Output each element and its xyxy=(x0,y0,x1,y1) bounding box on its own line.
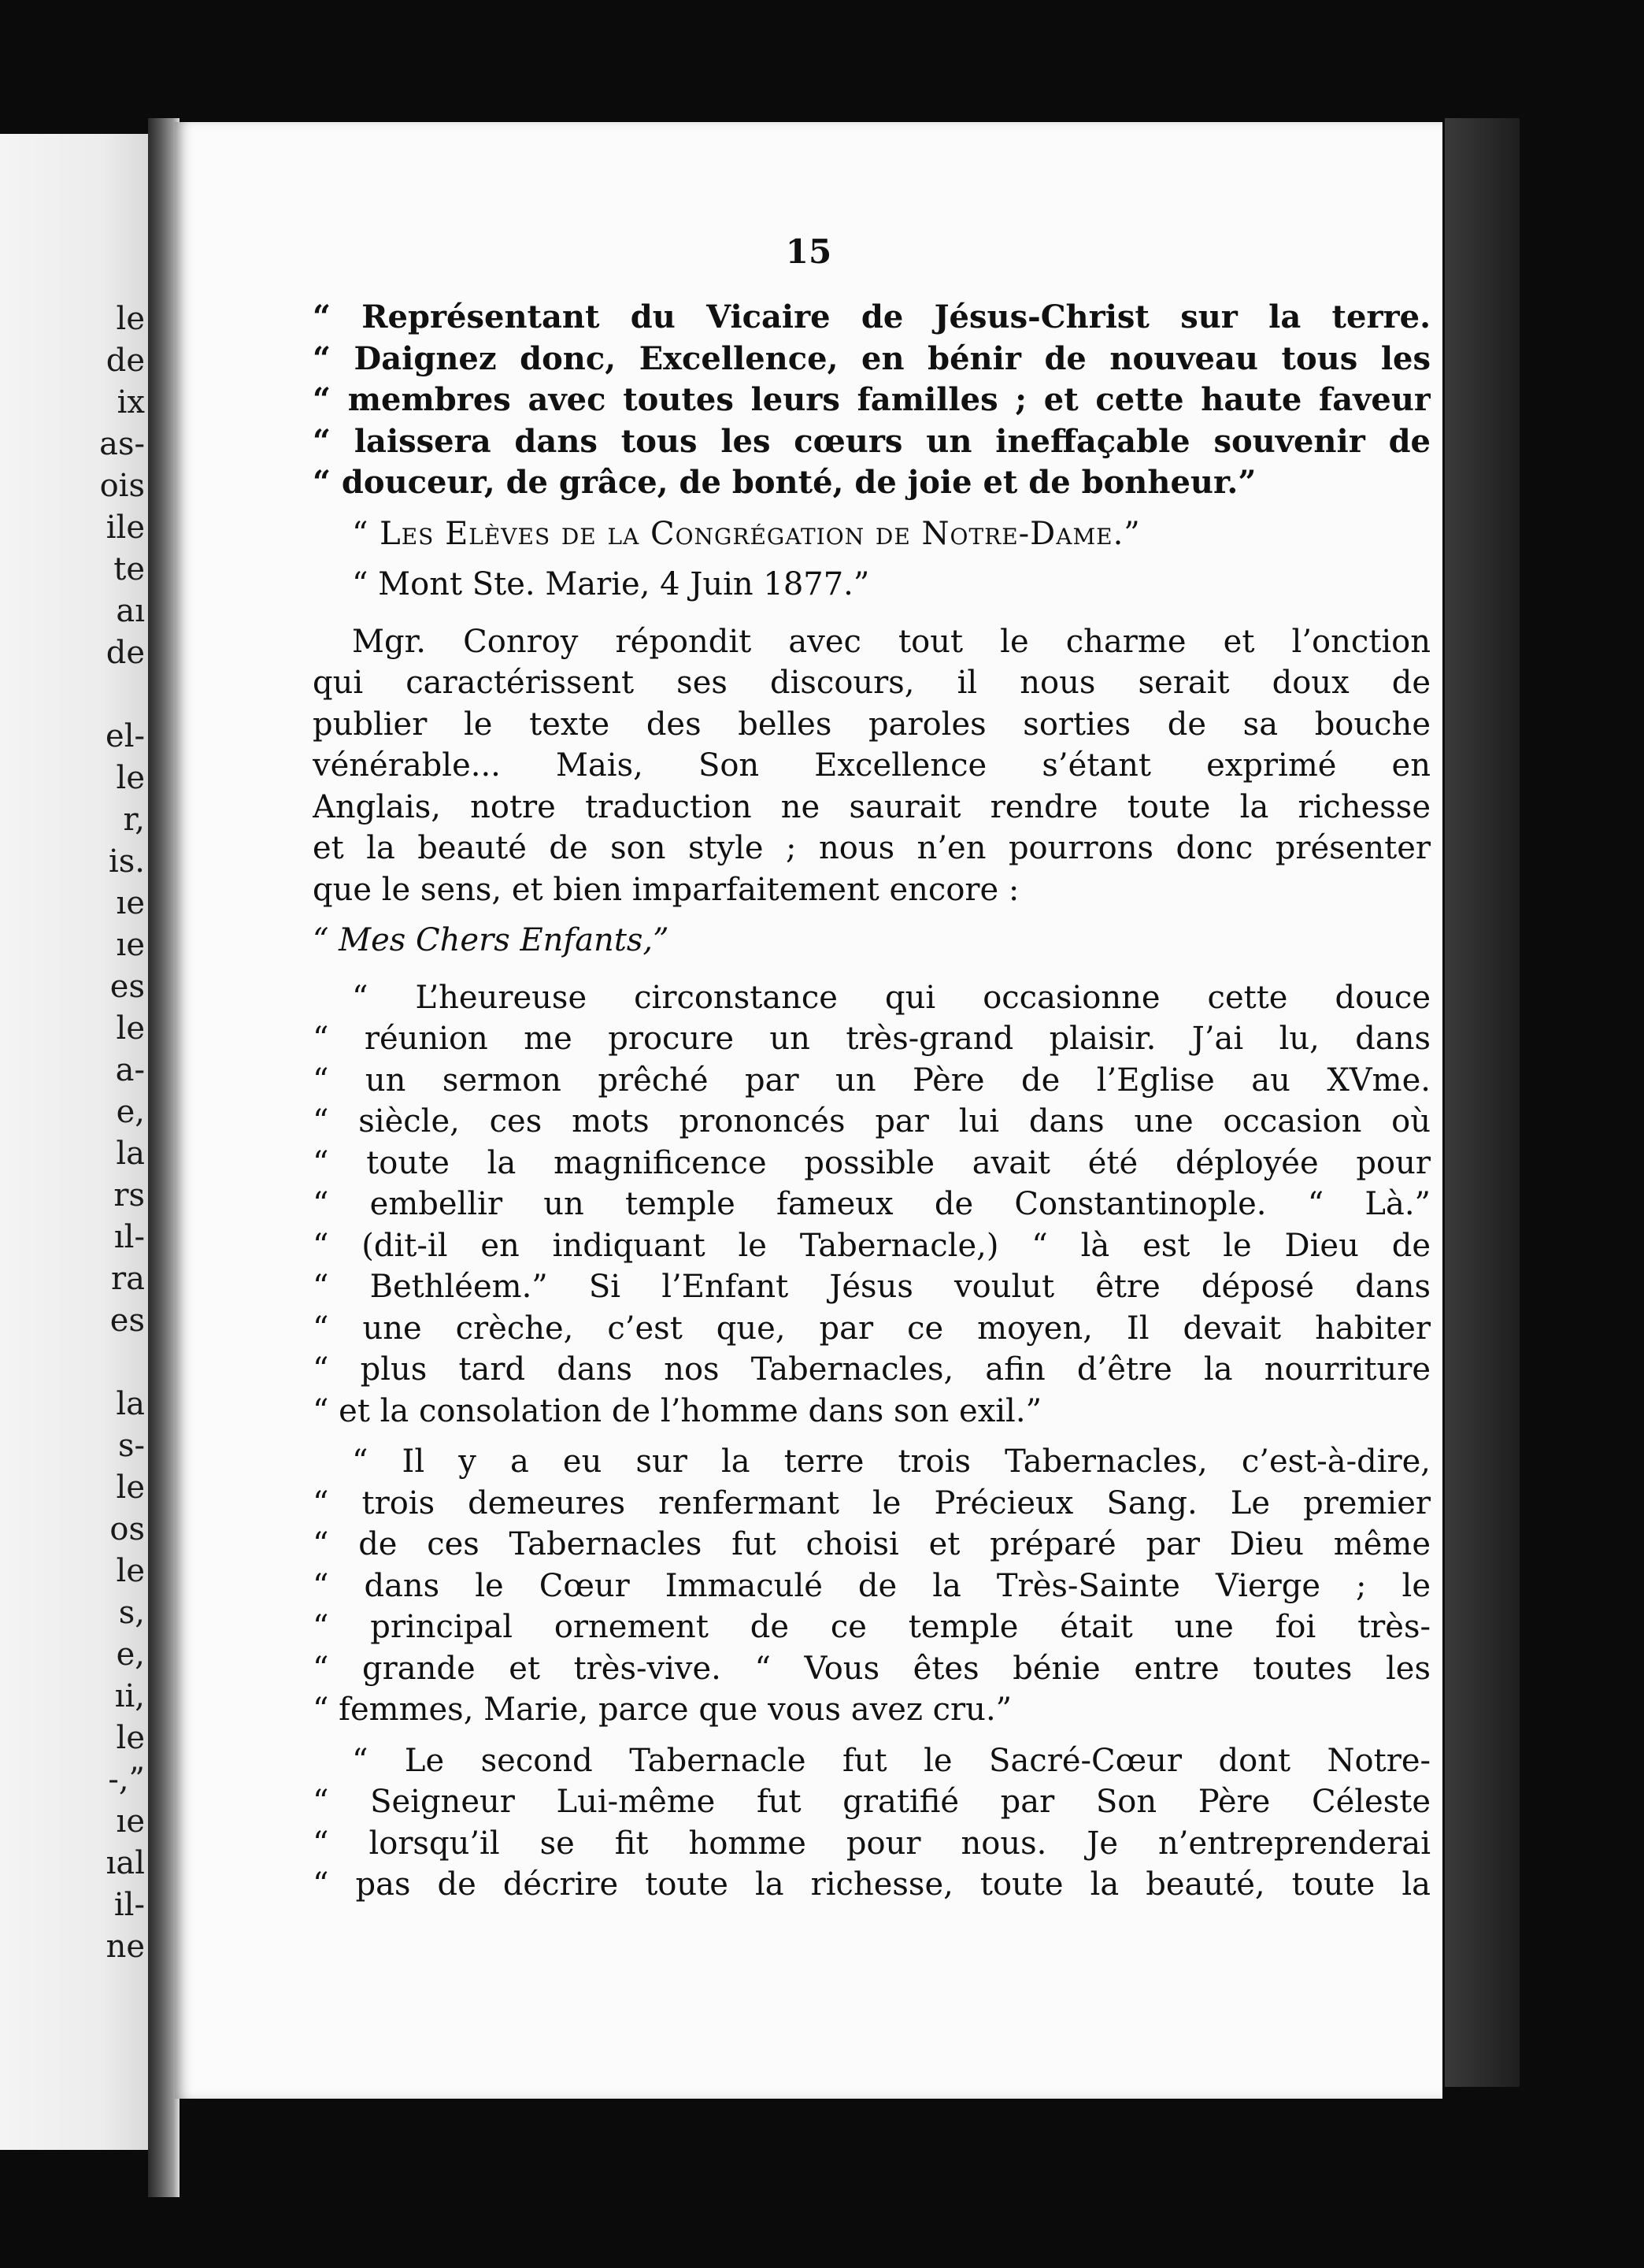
text-line: “ toute la magnificence possible avait été déployée pour xyxy=(313,1144,1431,1181)
previous-page-fragment: le xyxy=(116,760,145,796)
dateline: “ Mont Ste. Marie, 4 Juin 1877.” xyxy=(352,566,870,602)
text-line: “ pas de décrire toute la richesse, toute la beauté, toute la xyxy=(313,1866,1431,1903)
text-line: “ de ces Tabernacles fut choisi et préparé par Dieu même xyxy=(313,1526,1431,1562)
previous-page-fragment: le xyxy=(116,301,145,337)
previous-page-fragment: la xyxy=(116,1386,145,1422)
text-line: “ femmes, Marie, parce que vous avez cru.” xyxy=(313,1692,1013,1728)
text-line: “ dans le Cœur Immaculé de la Très-Sainte Vierge ; le xyxy=(313,1567,1431,1604)
text-line: publier le texte des belles paroles sorties de sa bouche xyxy=(313,706,1431,743)
text-line: “ embellir un temple fameux de Constantinople. “ Là.” xyxy=(313,1186,1431,1222)
text-line: “ Daignez donc, Excellence, en bénir de nouveau tous les xyxy=(313,339,1431,377)
previous-page-fragment: ıe xyxy=(116,927,145,963)
previous-page-fragment: e, xyxy=(116,1636,145,1673)
previous-page-fragment: ıe xyxy=(116,885,145,921)
text-line: et la beauté de son style ; nous n’en pourrons donc présenter xyxy=(313,830,1431,866)
previous-page-fragment: te xyxy=(113,551,145,587)
previous-page-fragment: el- xyxy=(106,718,145,754)
text-line: “ Seigneur Lui-même fut gratifié par Son Père Céleste xyxy=(313,1784,1431,1820)
previous-page-fragment: ois xyxy=(99,468,145,504)
text-line: “ siècle, ces mots prononcés par lui dans une occasion où xyxy=(313,1103,1431,1140)
text-line: “ laissera dans tous les cœurs un ineffaçable souvenir de xyxy=(313,422,1431,460)
text-line: qui caractérissent ses discours, il nous serait doux de xyxy=(313,665,1431,701)
text-line: “ principal ornement de ce temple était une foi très- xyxy=(313,1609,1431,1645)
text-line: “ L’heureuse circonstance qui occasionne cette douce xyxy=(352,979,1431,1016)
text-line: “ et la consolation de l’homme dans son exil.” xyxy=(313,1392,1042,1429)
text-line: “ membres avec toutes leurs familles ; et cette haute faveur xyxy=(313,381,1431,418)
previous-page-fragment: ix xyxy=(117,384,145,421)
previous-page-fragment: -,” xyxy=(108,1762,145,1798)
previous-page-fragment: ra xyxy=(111,1261,145,1297)
text-line: “ grande et très-vive. “ Vous êtes bénie entre toutes les xyxy=(313,1650,1431,1687)
previous-page-fragment: e, xyxy=(116,1094,145,1130)
previous-page-fragment: es xyxy=(109,969,145,1005)
previous-page-fragment: le xyxy=(116,1553,145,1589)
text-line: “ une crèche, c’est que, par ce moyen, Il devait habiter xyxy=(313,1310,1431,1347)
previous-page-fragment: es xyxy=(109,1303,145,1339)
previous-page-fragment: ıl- xyxy=(113,1219,145,1255)
signature-line: “ Les Elèves de la Congrégation de Notre-Dame.” xyxy=(352,515,1141,552)
text-line: “ Il y a eu sur la terre trois Tabernacles, c’est-à-dire, xyxy=(352,1443,1431,1480)
text-line: “ lorsqu’il se fit homme pour nous. Je n’entreprenderai xyxy=(313,1825,1431,1862)
text-line: “ Bethléem.” Si l’Enfant Jésus voulut être déposé dans xyxy=(313,1269,1431,1305)
previous-page-fragment: ıe xyxy=(116,1803,145,1840)
text-line: Anglais, notre traduction ne saurait rendre toute la richesse xyxy=(313,788,1431,825)
previous-page-fragment: ne xyxy=(106,1929,145,1965)
previous-page-fragment: de xyxy=(106,635,145,671)
previous-page-fragment: le xyxy=(116,1469,145,1506)
previous-page-fragment: ıal xyxy=(106,1845,145,1881)
previous-page-fragment: de xyxy=(106,343,145,379)
previous-page-fragment: s, xyxy=(118,1595,145,1631)
text-line: “ un sermon prêché par un Père de l’Eglise au XVme. xyxy=(313,1062,1431,1099)
previous-page-fragment: ıi, xyxy=(114,1678,145,1714)
text-line: “ Le second Tabernacle fut le Sacré-Cœur dont Notre- xyxy=(352,1742,1431,1779)
previous-page-fragment: is. xyxy=(108,843,145,880)
text-line: que le sens, et bien imparfaitement encore : xyxy=(313,871,1020,908)
previous-page-fragment: rs xyxy=(113,1177,145,1214)
previous-page-fragment: ile xyxy=(106,510,145,546)
previous-page-fragment: as- xyxy=(99,426,145,462)
previous-page-edge xyxy=(0,134,148,2150)
text-line: “ (dit-il en indiquant le Tabernacle,) “ là est le Dieu de xyxy=(313,1227,1431,1264)
text-line: Mgr. Conroy répondit avec tout le charme et l’onction xyxy=(352,623,1431,660)
previous-page-fragment: aı xyxy=(116,593,145,629)
text-line: “ Représentant du Vicaire de Jésus-Christ sur la terre. xyxy=(313,298,1431,335)
previous-page-fragment: il- xyxy=(113,1887,145,1923)
previous-page-fragment: os xyxy=(109,1511,145,1547)
previous-page-fragment: a- xyxy=(115,1052,145,1088)
text-line: vénérable... Mais, Son Excellence s’étant exprimé en xyxy=(313,747,1431,784)
page-text xyxy=(313,297,1431,1906)
previous-page-fragment: le xyxy=(116,1720,145,1756)
previous-page-fragment: s- xyxy=(117,1428,145,1464)
salutation: “ Mes Chers Enfants,” xyxy=(313,922,669,958)
page-number: 15 xyxy=(785,232,832,271)
text-line: “ plus tard dans nos Tabernacles, afin d’être la nourriture xyxy=(313,1351,1431,1388)
text-line: “ douceur, de grâce, de bonté, de joie et de bonheur.” xyxy=(313,464,1257,501)
book-page xyxy=(175,122,1442,2099)
text-line: “ réunion me procure un très-grand plaisir. J’ai lu, dans xyxy=(313,1021,1431,1057)
previous-page-fragment: r, xyxy=(123,802,145,838)
text-line: “ trois demeures renfermant le Précieux Sang. Le premier xyxy=(313,1484,1431,1521)
previous-page-fragment: le xyxy=(116,1010,145,1047)
book-cover-edge xyxy=(1445,118,1520,2087)
previous-page-fragment: la xyxy=(116,1136,145,1172)
